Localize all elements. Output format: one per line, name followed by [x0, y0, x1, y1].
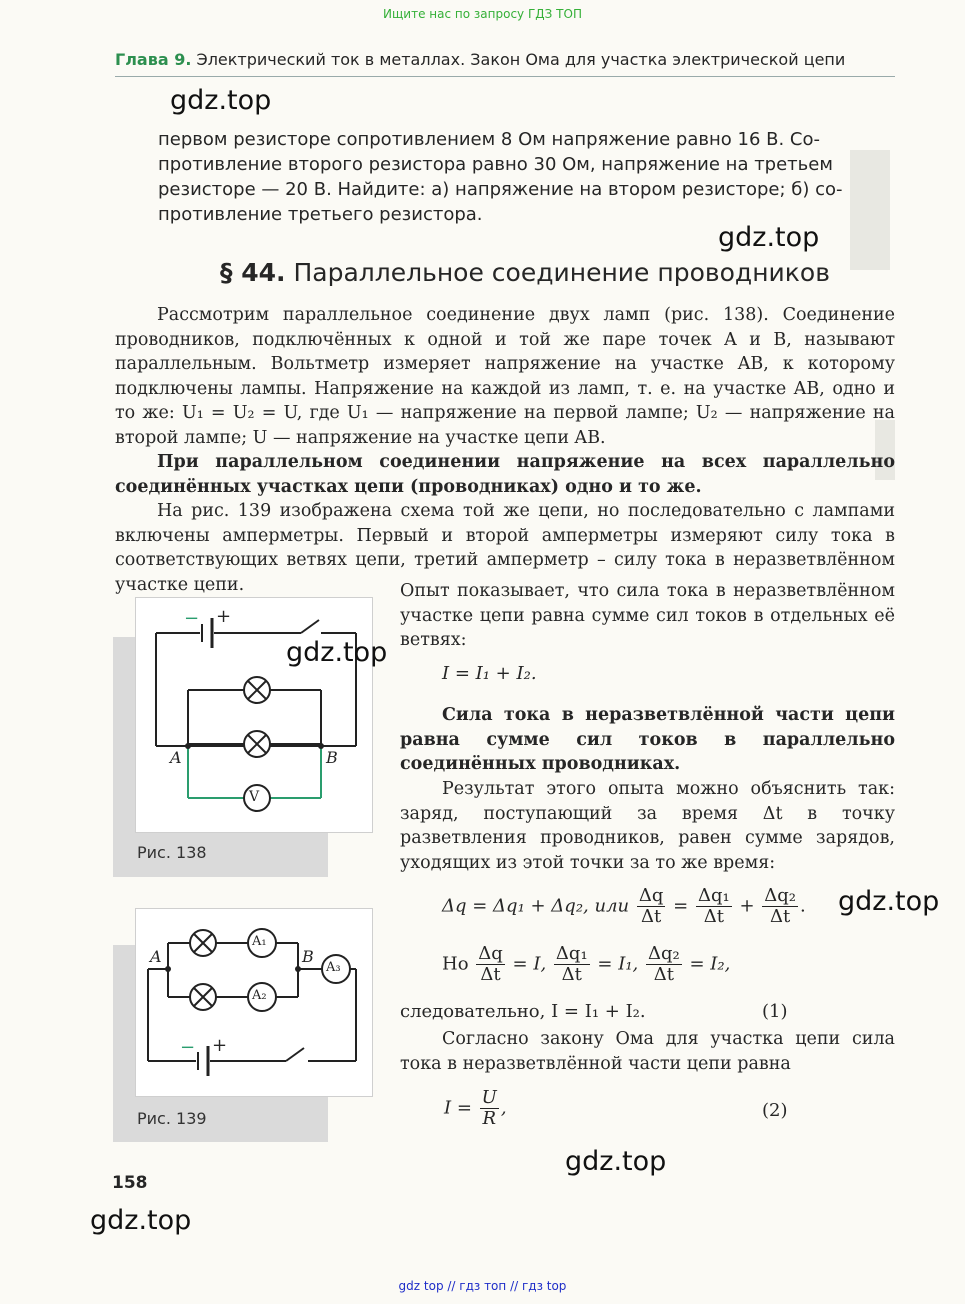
- fraction-den: Δt: [770, 906, 791, 927]
- section-name: Параллельное соединение проводников: [293, 258, 830, 287]
- ammeter-2-label: A₂: [252, 988, 267, 1003]
- voltmeter-label: V: [249, 789, 260, 805]
- fraction-num: Δq₁: [697, 885, 730, 906]
- lamp-1: [190, 930, 216, 956]
- fraction: [646, 944, 682, 985]
- paragraph-3: Результат этого опыта можно объяснить так: заряд, поступающий за время Δt в точку разветвления проводников, равен сумме зарядов, уходящих из этой точки за то же время:: [400, 779, 895, 873]
- right-column: [400, 579, 895, 653]
- intro-line: противление второго резистора равно 30 Ом, напряжение на третьем: [158, 154, 833, 175]
- fraction: [762, 886, 798, 927]
- equation-prefix: Но: [442, 953, 469, 975]
- equation-currents: [442, 944, 862, 985]
- lamp-1: [244, 677, 270, 703]
- ammeter-1-label: A₁: [252, 934, 267, 949]
- fraction-den: Δt: [480, 964, 501, 985]
- comma: ,: [500, 1097, 507, 1119]
- figure-139: [135, 908, 373, 1097]
- period: .: [800, 895, 806, 917]
- fraction-den: Δt: [561, 964, 582, 985]
- paragraph-2b: Опыт показывает, что сила тока в неразветвлённом участке цепи равна сумме сил токов в отдельных её ветвях:: [400, 581, 895, 650]
- equation-part: = I₁,: [597, 953, 639, 975]
- node-a: [165, 966, 171, 972]
- fraction-num: Δq₂: [648, 943, 680, 964]
- plus-sign: +: [212, 1035, 228, 1056]
- watermark: gdz.top: [90, 1205, 192, 1236]
- paragraph-1: Рассмотрим параллельное соединение двух ламп (рис. 138). Соединение проводников, подключённых к одной и той же паре точек A и B, называют параллельным. Вольтметр измеряет напряжение на участке AB, к которому подключены лампы. Напряжение на каждой из ламп, т. е. на участке AB, одно и то же: U₁ = U₂ = U, где U₁ — напряжение на первой лампе; U₂ — напряжение на второй лампе; U — напряжение на участке цепи AB.: [115, 305, 895, 448]
- fraction: [480, 1088, 499, 1129]
- fraction-num: Δq: [478, 943, 503, 964]
- lamp-2: [190, 984, 216, 1010]
- chapter-title: Электрический ток в металлах. Закон Ома для участка электрической цепи: [196, 50, 846, 69]
- rule-current: [400, 703, 895, 777]
- paragraph-4-block: [400, 1027, 895, 1076]
- equals-sign: =: [673, 895, 689, 917]
- node-a: [185, 743, 191, 749]
- ohm-law: [444, 1088, 507, 1129]
- fraction-num: U: [481, 1087, 497, 1108]
- fraction: [554, 944, 590, 985]
- fraction-den: Δt: [653, 964, 674, 985]
- paragraph-4: Согласно закону Ома для участка цепи сила тока в неразветвлённой части цепи равна: [400, 1029, 895, 1074]
- node-b: [295, 966, 301, 972]
- lamp-2: [244, 731, 270, 757]
- paragraph-3-block: [400, 777, 895, 875]
- main-text: [115, 303, 895, 597]
- page-number: 158: [112, 1173, 148, 1193]
- plus-sign: +: [216, 606, 232, 627]
- section-number: § 44.: [220, 258, 286, 287]
- fraction-num: Δq: [638, 885, 664, 906]
- paragraph-2: На рис. 139 изображена схема той же цепи, но последовательно с лампами включены амперметры. Первый и второй амперметры измеряют силу тока в соответствующих ветвях цепи, третий амперметр – силу тока в неразветвлённом участке цепи.: [115, 501, 895, 595]
- equation-number-2: (2): [762, 1100, 788, 1121]
- fraction-den: R: [482, 1108, 497, 1129]
- formula-current-sum: I = I₁ + I₂.: [442, 663, 537, 684]
- intro-line: резисторе — 20 В. Найдите: а) напряжение на втором резисторе; б) со-: [158, 179, 843, 200]
- rule-voltage: При параллельном соединении напряжение на всех параллельно соединённых участках цепи (проводниках) одно и то же.: [115, 452, 895, 497]
- ammeter-3-label: A₃: [326, 960, 341, 975]
- point-b-label: B: [326, 748, 338, 767]
- watermark: gdz.top: [286, 637, 388, 668]
- point-a-label: A: [170, 748, 182, 767]
- minus-sign: −: [180, 1037, 196, 1058]
- header-divider: [115, 76, 895, 77]
- chapter-header: [115, 50, 845, 69]
- watermark: gdz.top: [838, 886, 940, 917]
- equation-part: = I₂,: [689, 953, 731, 975]
- equation-part: = I,: [512, 953, 547, 975]
- section-title: [220, 258, 830, 287]
- fraction-den: Δt: [703, 906, 724, 927]
- intro-line: противление третьего резистора.: [158, 204, 483, 225]
- point-a-label: A: [150, 947, 162, 966]
- figure-138-caption: Рис. 138: [137, 843, 207, 862]
- figure-138: [135, 597, 373, 833]
- equation-charge-left: Δq = Δq₁ + Δq₂, или: [442, 895, 630, 917]
- figure-139-caption: Рис. 139: [137, 1109, 207, 1128]
- top-banner[interactable]: Ищите нас по запросу ГДЗ ТОП: [383, 7, 582, 21]
- equation-number-1: (1): [762, 1001, 788, 1022]
- intro-line: первом резисторе сопротивлением 8 Ом напряжение равно 16 В. Со-: [158, 129, 820, 150]
- fraction-den: Δt: [641, 906, 662, 927]
- intro-text: [158, 127, 895, 227]
- consequently-line: следовательно, I = I₁ + I₂.: [400, 1001, 646, 1022]
- node-b: [318, 743, 324, 749]
- fraction-num: Δq₂: [764, 885, 797, 906]
- plus-sign: +: [739, 895, 755, 917]
- rule-current-text: Сила тока в неразветвлённой части цепи равна сумме сил токов в параллельно соединённых проводниках.: [400, 705, 895, 774]
- point-b-label: B: [302, 947, 314, 966]
- equation-charge: [442, 886, 822, 927]
- bottom-banner[interactable]: gdz top // гдз топ // гдз top: [398, 1279, 567, 1293]
- watermark: gdz.top: [565, 1146, 667, 1177]
- fraction: [637, 886, 666, 927]
- minus-sign: −: [184, 608, 200, 629]
- chapter-label: Глава 9.: [115, 50, 192, 69]
- fraction: [696, 886, 732, 927]
- fraction-num: Δq₁: [555, 943, 588, 964]
- watermark: gdz.top: [170, 85, 272, 116]
- ohm-left: I =: [444, 1097, 472, 1119]
- fraction: [476, 944, 505, 985]
- watermark: gdz.top: [718, 222, 820, 253]
